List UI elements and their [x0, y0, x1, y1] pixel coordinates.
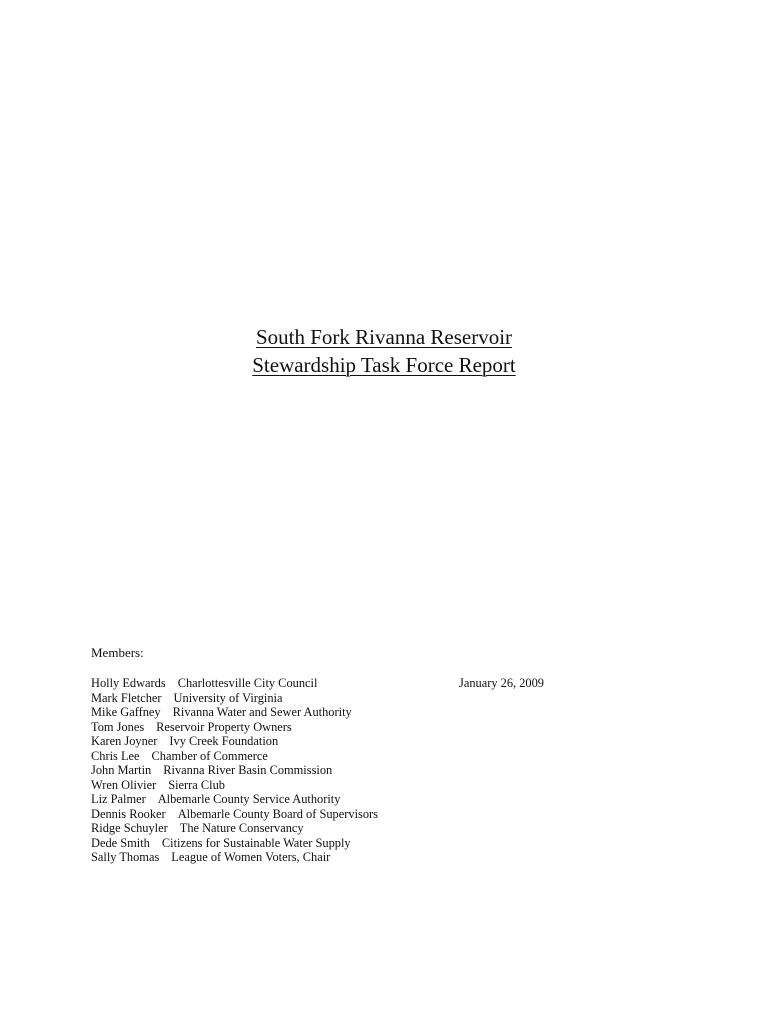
member-name: Mark Fletcher — [91, 690, 162, 705]
report-title-line-1: South Fork Rivanna Reservoir — [255, 325, 513, 349]
member-name: Dede Smith — [91, 835, 150, 850]
member-affiliation: Sierra Club — [168, 777, 225, 792]
member-item — [91, 763, 378, 778]
members-heading: Members: — [91, 645, 144, 660]
member-affiliation: League of Women Voters, Chair — [171, 850, 331, 864]
member-item — [91, 836, 378, 851]
member-name: Dennis Rooker — [91, 806, 166, 821]
member-item — [91, 705, 378, 720]
member-affiliation: Rivanna Water and Sewer Authority — [172, 705, 352, 719]
member-item — [91, 720, 378, 735]
member-item — [91, 691, 378, 706]
member-name: John Martin — [91, 763, 152, 777]
member-name: Holly Edwards — [91, 676, 166, 690]
member-name: Chris Lee — [91, 748, 140, 763]
report-title-line-2: Stewardship Task Force Report — [252, 353, 516, 377]
member-affiliation: Ivy Creek Foundation — [169, 734, 279, 748]
member-item — [91, 676, 378, 691]
member-affiliation: Reservoir Property Owners — [156, 719, 292, 734]
member-affiliation: Rivanna River Basin Commission — [163, 763, 333, 777]
member-affiliation: The Nature Conservancy — [179, 821, 304, 835]
member-item — [91, 807, 378, 822]
member-affiliation: University of Virginia — [173, 690, 283, 705]
member-item — [91, 821, 378, 836]
member-name: Liz Palmer — [91, 792, 146, 806]
member-affiliation: Citizens for Sustainable Water Supply — [161, 835, 351, 850]
member-affiliation: Chamber of Commerce — [151, 748, 268, 763]
member-item — [91, 778, 378, 793]
member-item — [91, 850, 378, 865]
member-name: Sally Thomas — [91, 850, 160, 864]
members-list — [91, 676, 378, 865]
report-title — [0, 323, 768, 379]
report-date: January 26, 2009 — [459, 676, 544, 690]
member-item — [91, 734, 378, 749]
member-name: Wren Olivier — [91, 777, 157, 792]
member-affiliation: Albemarle County Service Authority — [157, 792, 341, 806]
member-item — [91, 749, 378, 764]
member-affiliation: Charlottesville City Council — [177, 676, 318, 690]
member-name: Ridge Schuyler — [91, 821, 168, 835]
member-name: Karen Joyner — [91, 734, 158, 748]
member-name: Mike Gaffney — [91, 705, 161, 719]
member-name: Tom Jones — [91, 719, 145, 734]
member-affiliation: Albemarle County Board of Supervisors — [177, 806, 378, 821]
member-item — [91, 792, 378, 807]
